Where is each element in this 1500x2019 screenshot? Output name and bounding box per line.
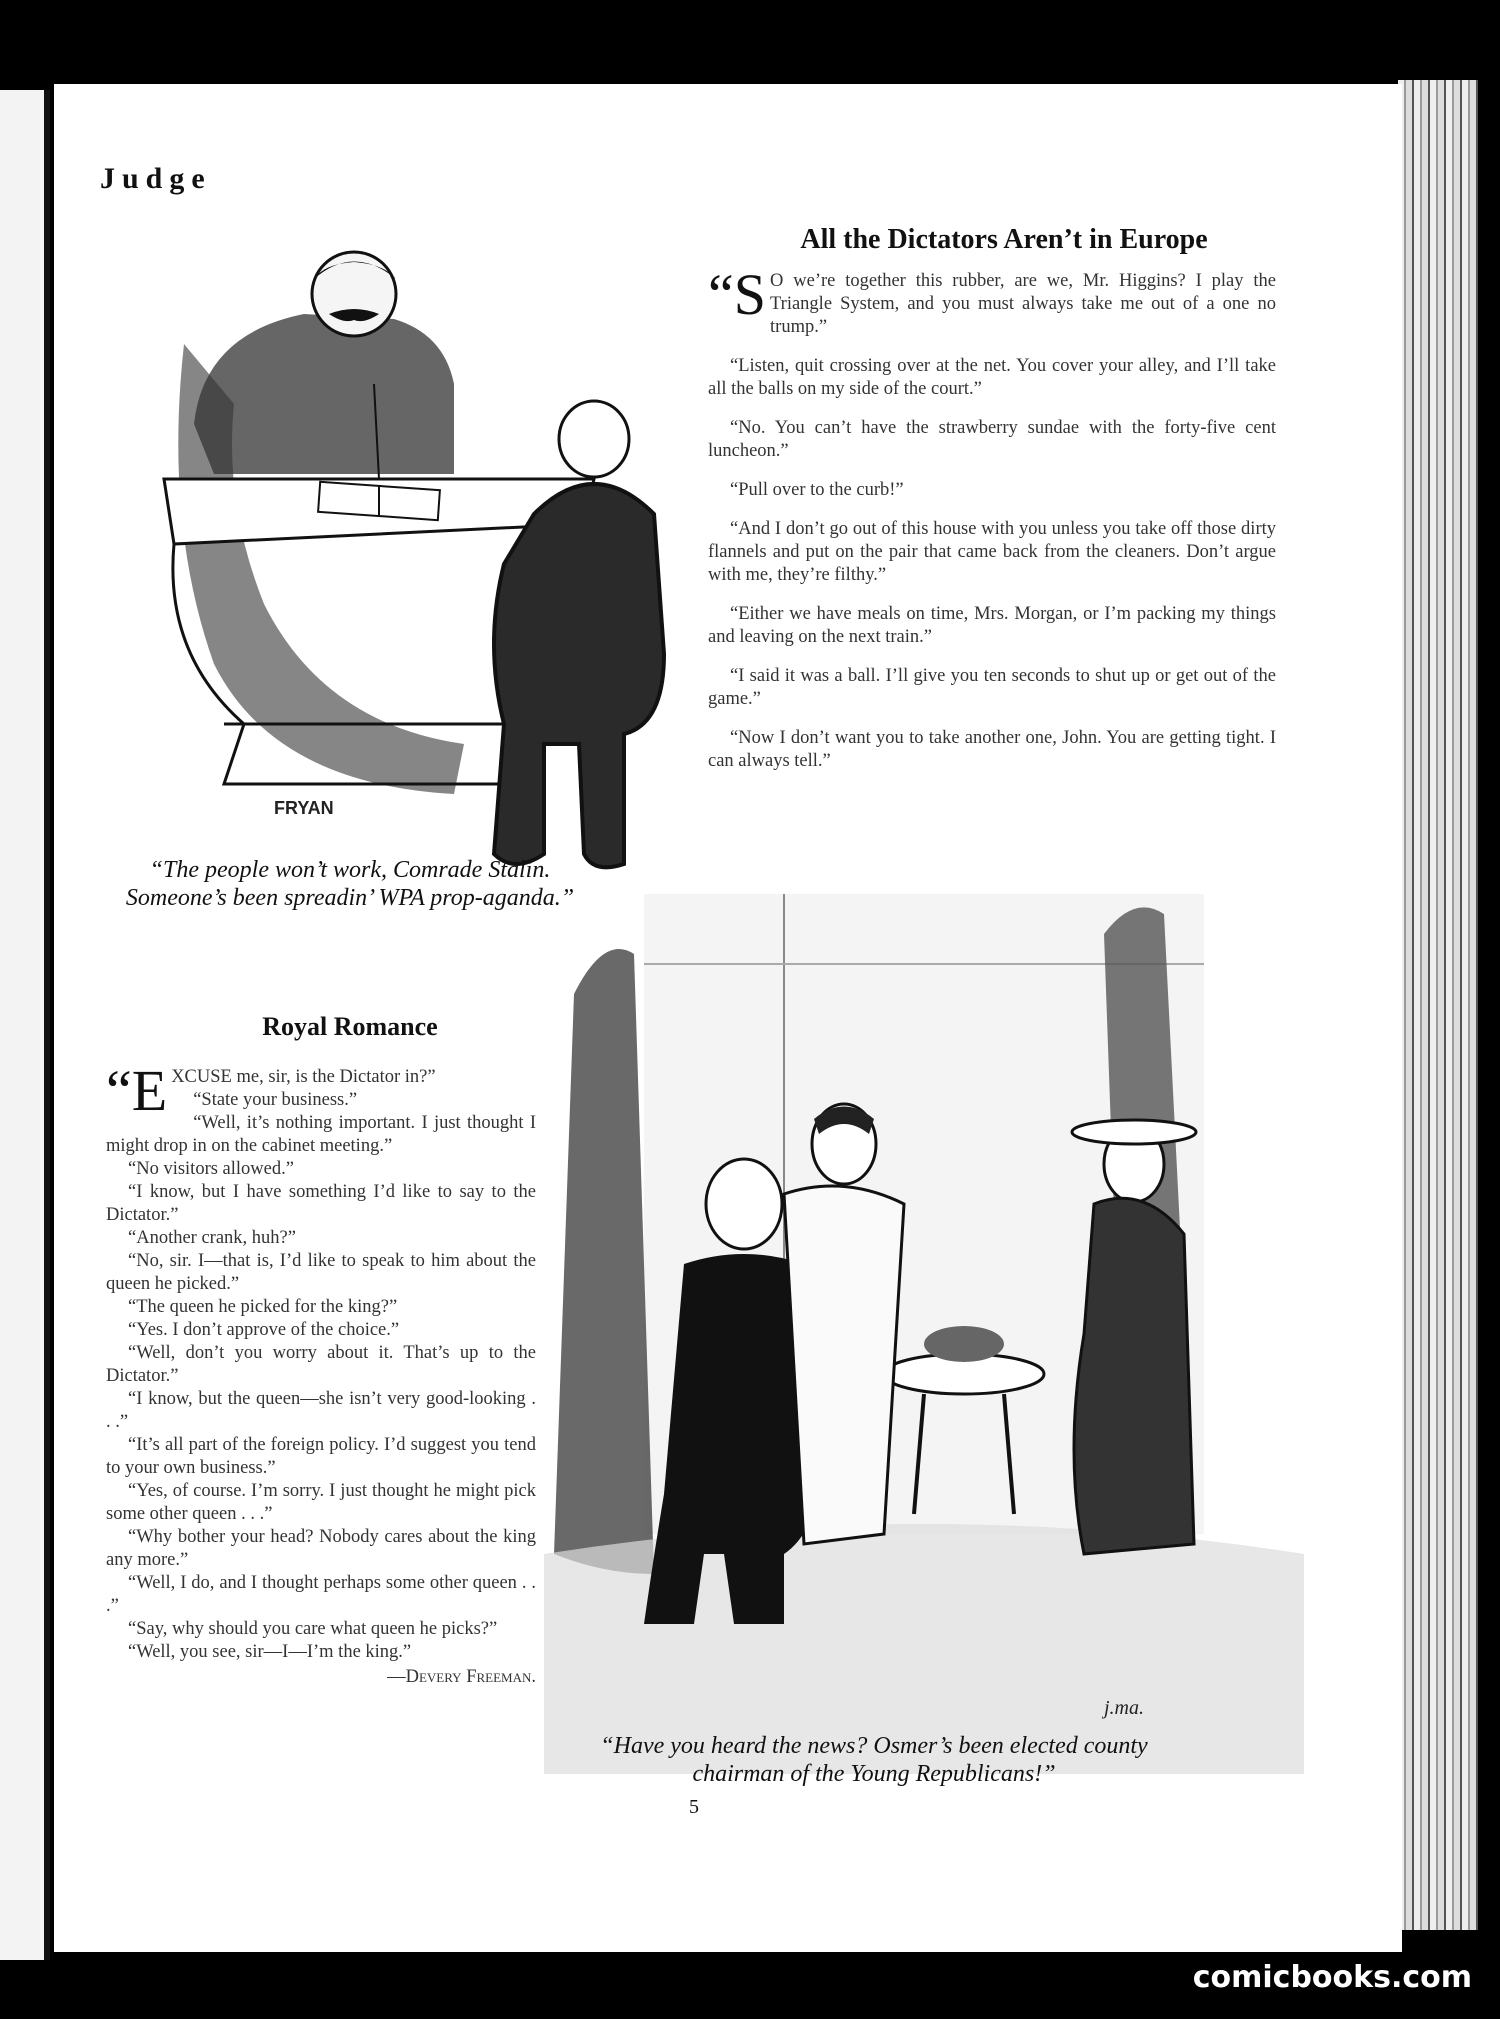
cartoon-news-signature: j.ma. (1104, 1697, 1144, 1719)
article-royal-romance-paragraph-3: “Well, it’s nothing important. I just thought I might drop in on the cabinet meeting.” (106, 1113, 536, 1156)
left-page-edge (0, 90, 50, 1960)
article-dictators-paragraph-1: “S O we’re together this rubber, are we, Mr. Higgins? I play the Triangle System, and you must always take me out of a one no trump.” (708, 262, 1276, 337)
cartoon-news-caption: “Have you heard the news? Osmer’s been elected county chairman of the Young Republicans!” (600, 1733, 1148, 1787)
article-royal-romance-paragraph-1: “E XCUSE me, sir, is the Dictator in?” (106, 1058, 436, 1123)
article-royal-romance-paragraph-12: “It’s all part of the foreign policy. I’d suggest you tend to your own business.” (106, 1435, 536, 1478)
article-dictators-body (708, 262, 1276, 789)
article-dictators-paragraph-8: “Now I don’t want you to take another one, John. You are getting tight. I can always tell.” (708, 728, 1276, 771)
article-dictators-paragraph-6: “Either we have meals on time, Mrs. Morgan, or I’m packing my things and leaving on the next train.” (708, 604, 1276, 647)
article-royal-romance-paragraph-16: “Say, why should you care what queen he picks?” (128, 1619, 498, 1639)
article-dictators-dropcap: “S (708, 262, 767, 327)
magazine-page (54, 84, 1402, 1952)
cartoon-stalin (124, 224, 724, 884)
article-royal-romance-paragraph-8: “The queen he picked for the king?” (128, 1297, 398, 1317)
article-royal-romance-paragraph-13: “Yes, of course. I’m sorry. I just thought he might pick some other queen . . .” (106, 1481, 536, 1524)
article-royal-romance-paragraph-17: “Well, you see, sir—I—I’m the king.” (128, 1642, 412, 1662)
article-dictators-title: All the Dictators Aren’t in Europe (800, 224, 1208, 255)
article-royal-romance-paragraph-2: “State your business.” (193, 1090, 358, 1110)
article-royal-romance-paragraph-10: “Well, don’t you worry about it. That’s up to the Dictator.” (106, 1343, 536, 1386)
article-royal-romance-paragraph-11: “I know, but the queen—she isn’t very good-looking . . .” (106, 1389, 536, 1432)
page-stack-edges (1398, 80, 1478, 1930)
cartoon-stalin-signature: FRYAN (274, 798, 334, 818)
article-royal-romance-paragraph-14: “Why bother your head? Nobody cares about the king any more.” (106, 1527, 536, 1570)
article-royal-romance-paragraph-4: “No visitors allowed.” (128, 1159, 294, 1179)
article-royal-romance-paragraph-5: “I know, but I have something I’d like to say to the Dictator.” (106, 1182, 536, 1225)
article-royal-romance-paragraph-7: “No, sir. I—that is, I’d like to speak to him about the queen he picked.” (106, 1251, 536, 1294)
article-royal-romance-body (106, 1058, 536, 1689)
cartoon-stalin-caption: “The people won’t work, Comrade Stalin. Someone’s been spreadin’ WPA prop-aganda.” (125, 857, 575, 911)
article-royal-romance-paragraph-6: “Another crank, huh?” (128, 1228, 296, 1248)
article-dictators-paragraph-3: “No. You can’t have the strawberry sundae with the forty-five cent luncheon.” (708, 418, 1276, 461)
site-watermark: comicbooks.com (1192, 1960, 1472, 1995)
article-dictators-paragraph-2: “Listen, quit crossing over at the net. You cover your alley, and I’ll take all the balls on my side of the court.” (708, 356, 1276, 399)
article-royal-romance-title: Royal Romance (262, 1012, 438, 1041)
article-royal-romance-author: —Devery Freeman. (387, 1667, 536, 1687)
cartoon-news (544, 854, 1304, 1774)
magazine-header: Judge (100, 162, 212, 195)
page-number: 5 (689, 1796, 699, 1818)
article-dictators-paragraph-7: “I said it was a ball. I’ll give you ten seconds to shut up or get out of the game.” (708, 666, 1276, 709)
article-dictators-paragraph-5: “And I don’t go out of this house with you unless you take off those dirty flannels and put on the pair that came back from the cleaners. Don’t argue with me, they’re filthy.” (708, 519, 1276, 585)
article-dictators-paragraph-4: “Pull over to the curb!” (730, 480, 904, 500)
article-royal-romance-dropcap: “E (106, 1058, 168, 1123)
cartoon-news-drawing (544, 854, 1304, 1774)
article-royal-romance-paragraph-15: “Well, I do, and I thought perhaps some other queen . . .” (106, 1573, 536, 1616)
article-royal-romance-paragraph-9: “Yes. I don’t approve of the choice.” (128, 1320, 400, 1340)
cartoon-stalin-drawing (124, 224, 724, 884)
